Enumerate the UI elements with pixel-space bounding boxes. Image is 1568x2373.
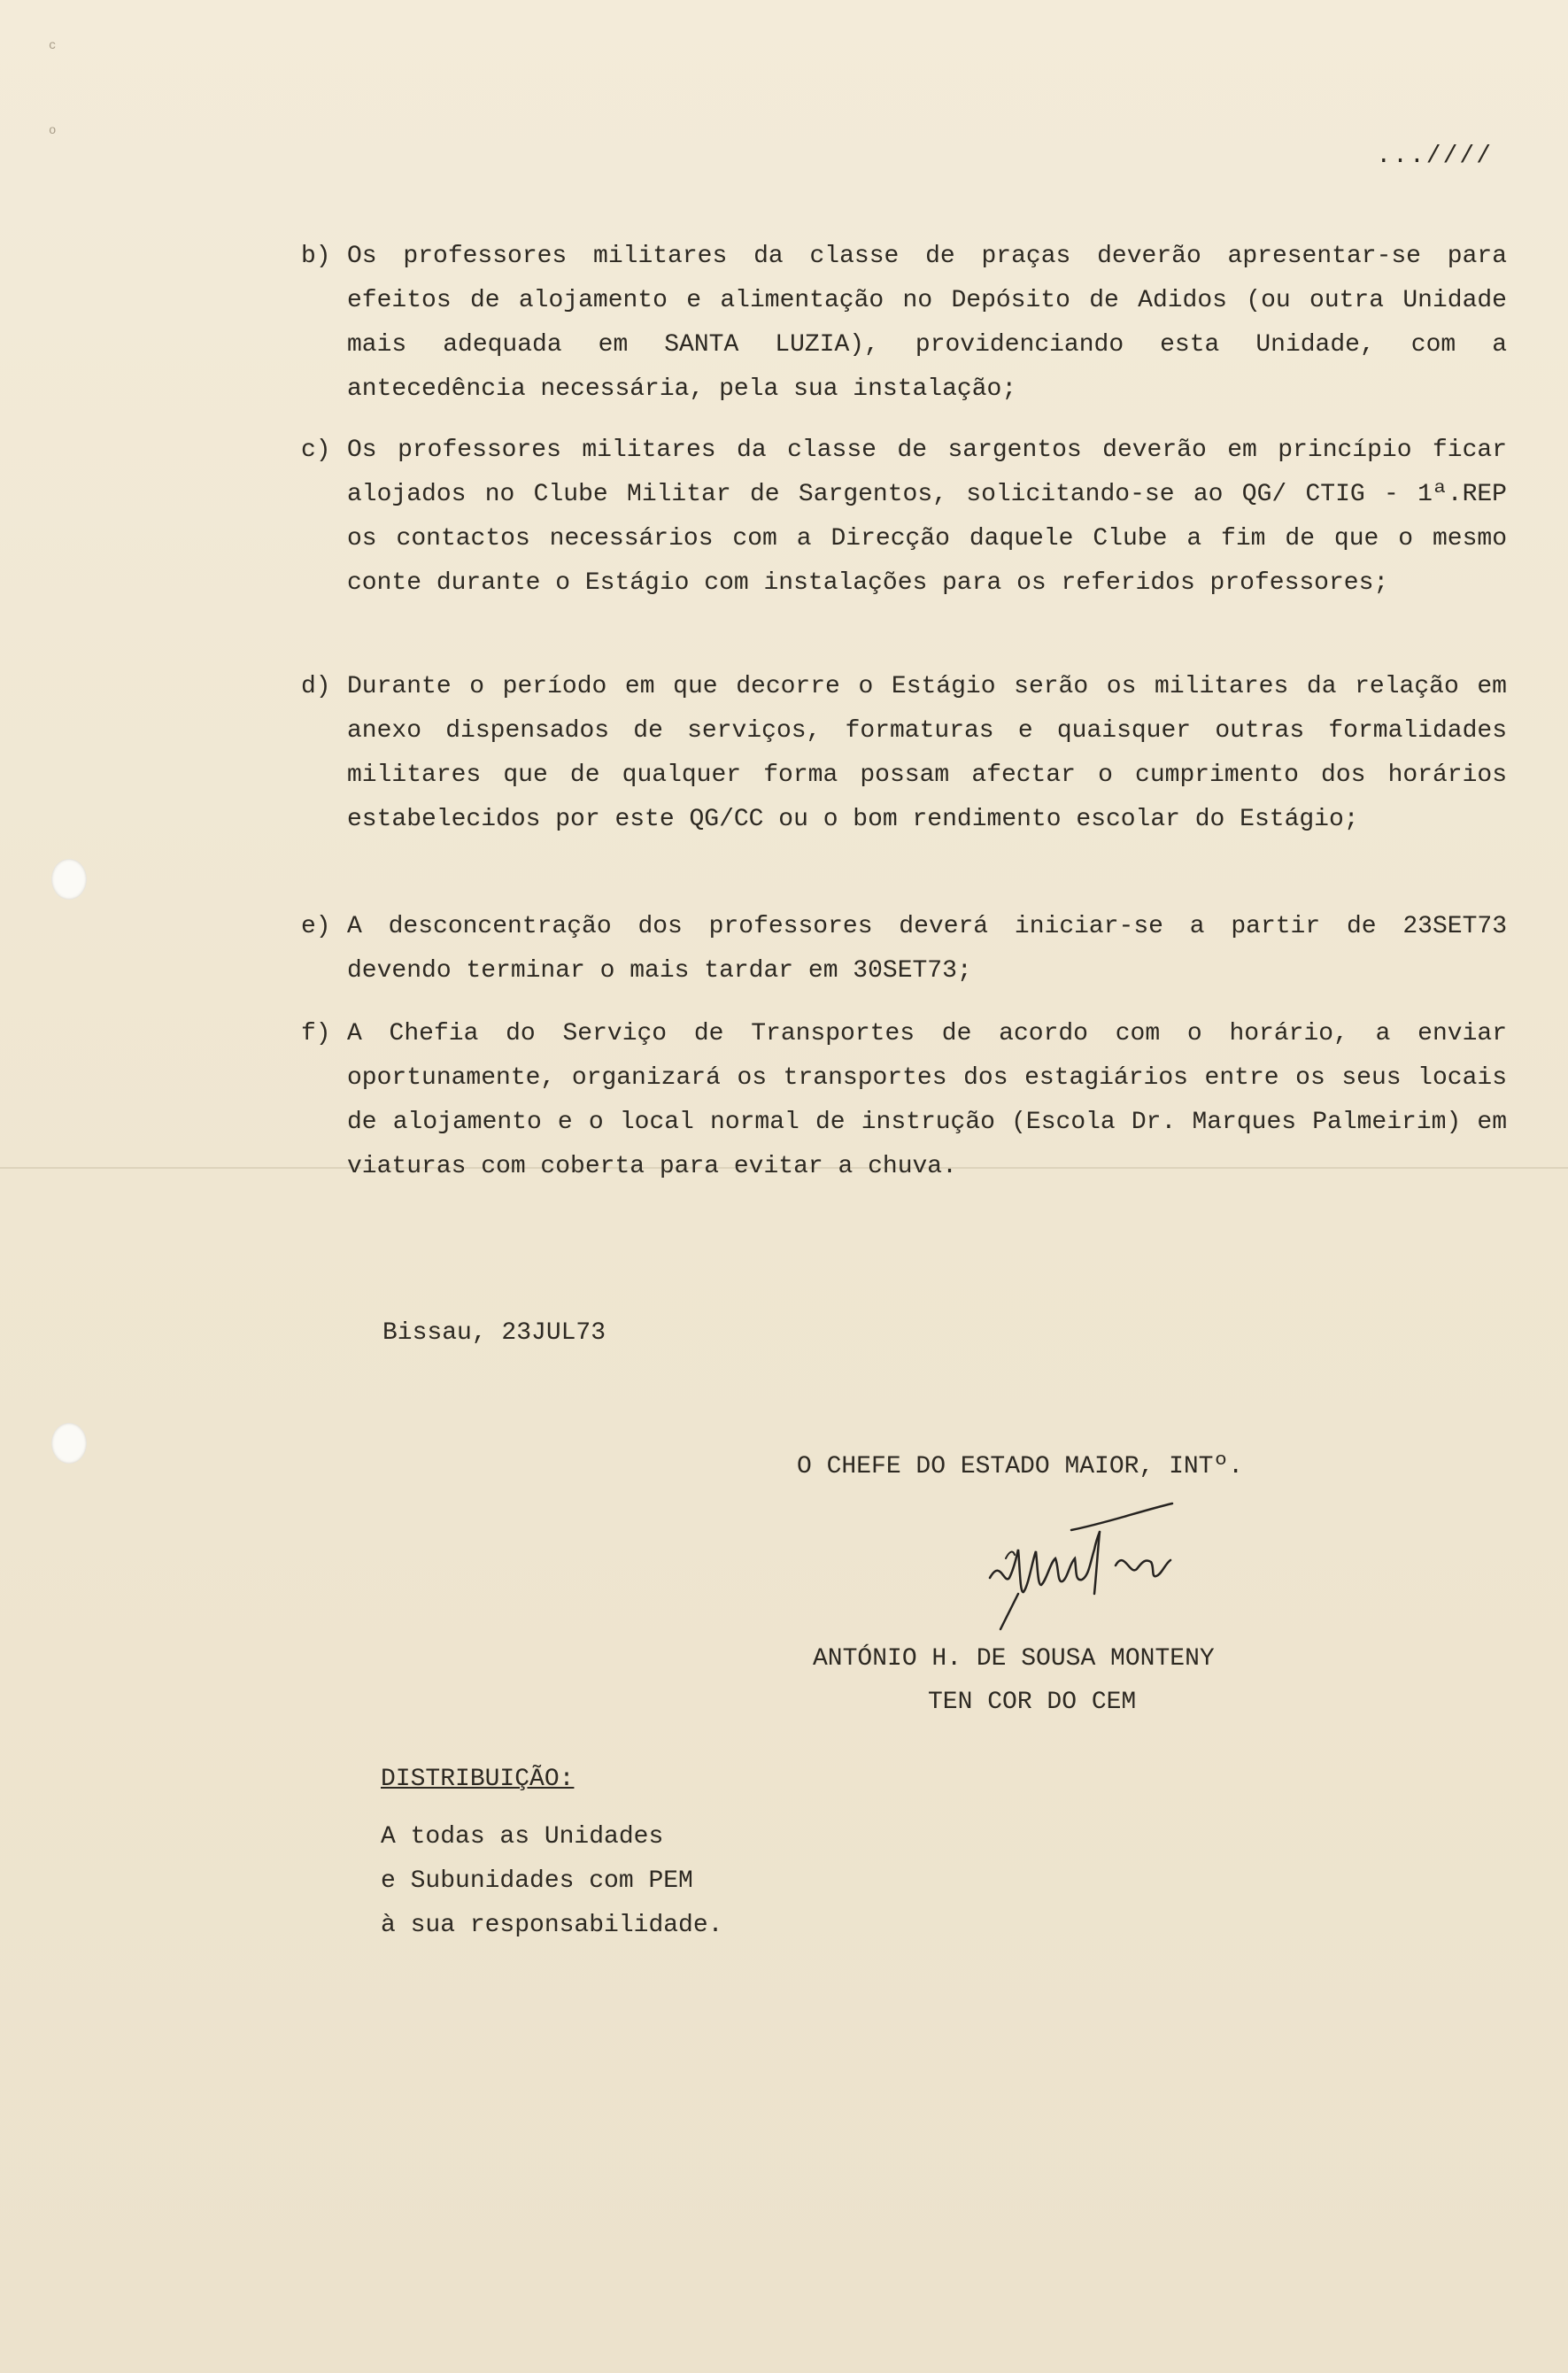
paragraph-item-d <box>301 665 1507 842</box>
continuation-mark: ...//// <box>1376 143 1493 170</box>
item-label: d) <box>301 673 331 700</box>
paragraph-item-c <box>301 429 1507 606</box>
chief-title: O CHEFE DO ESTADO MAIOR, INTº. <box>797 1453 1244 1480</box>
paragraph-item-e <box>301 905 1507 993</box>
item-text: A Chefia do Serviço de Transportes de acordo com o horário, a enviar oportunamente, organizará os transportes dos estagiários entre os seus locais de alojamento e o local normal de instrução (Escola Dr. Marques Palmeirim) em viaturas com coberta para evitar a chuva. <box>347 1020 1507 1180</box>
distribution-list <box>381 1815 722 1948</box>
punch-hole <box>51 859 87 900</box>
item-text: Durante o período em que decorre o Estágio serão os militares da relação em anexo dispensados de serviços, formaturas e quaisquer outras formalidades militares que de qualquer forma possam afectar o cumprimento dos horários estabelecidos por este QG/CC ou o bom rendimento escolar do Estágio; <box>347 673 1507 833</box>
paragraph-item-b <box>301 235 1507 412</box>
item-label: b) <box>301 243 331 270</box>
item-text: Os professores militares da classe de sargentos deverão em princípio ficar alojados no Clube Militar de Sargentos, solicitando-se ao QG/ CTIG - 1ª.REP os contactos necessários com a Direcção daquele Clube a fim de que o mesmo conte durante o Estágio com instalações para os referidos professores; <box>347 437 1507 597</box>
item-label: e) <box>301 913 331 940</box>
paragraph-item-f <box>301 1012 1507 1189</box>
item-label: c) <box>301 437 331 464</box>
distribution-line: à sua responsabilidade. <box>381 1912 723 1939</box>
item-text: A desconcentração dos professores deverá iniciar-se a partir de 23SET73 devendo terminar o mais tardar em 30SET73; <box>347 913 1507 985</box>
distribution-line: e Subunidades com PEM <box>381 1867 693 1895</box>
distribution-title: DISTRIBUIÇÃO: <box>381 1766 575 1793</box>
signatory-name: ANTÓNIO H. DE SOUSA MONTENY <box>813 1645 1215 1673</box>
place-date: Bissau, 23JUL73 <box>382 1319 606 1347</box>
signatory-rank: TEN COR DO CEM <box>928 1689 1137 1716</box>
punch-hole <box>51 1423 87 1464</box>
item-text: Os professores militares da classe de praças deverão apresentar-se para efeitos de alojamento e alimentação no Depósito de Adidos (ou outra Unidade mais adequada em SANTA LUZIA), providenciando esta Unidade, com a antecedência necessária, pela sua instalação; <box>347 243 1507 403</box>
distribution-line: A todas as Unidades <box>381 1823 664 1851</box>
margin-mark: c <box>49 39 57 53</box>
item-label: f) <box>301 1020 331 1047</box>
handwritten-signature <box>965 1496 1257 1638</box>
margin-mark: o <box>49 124 57 138</box>
